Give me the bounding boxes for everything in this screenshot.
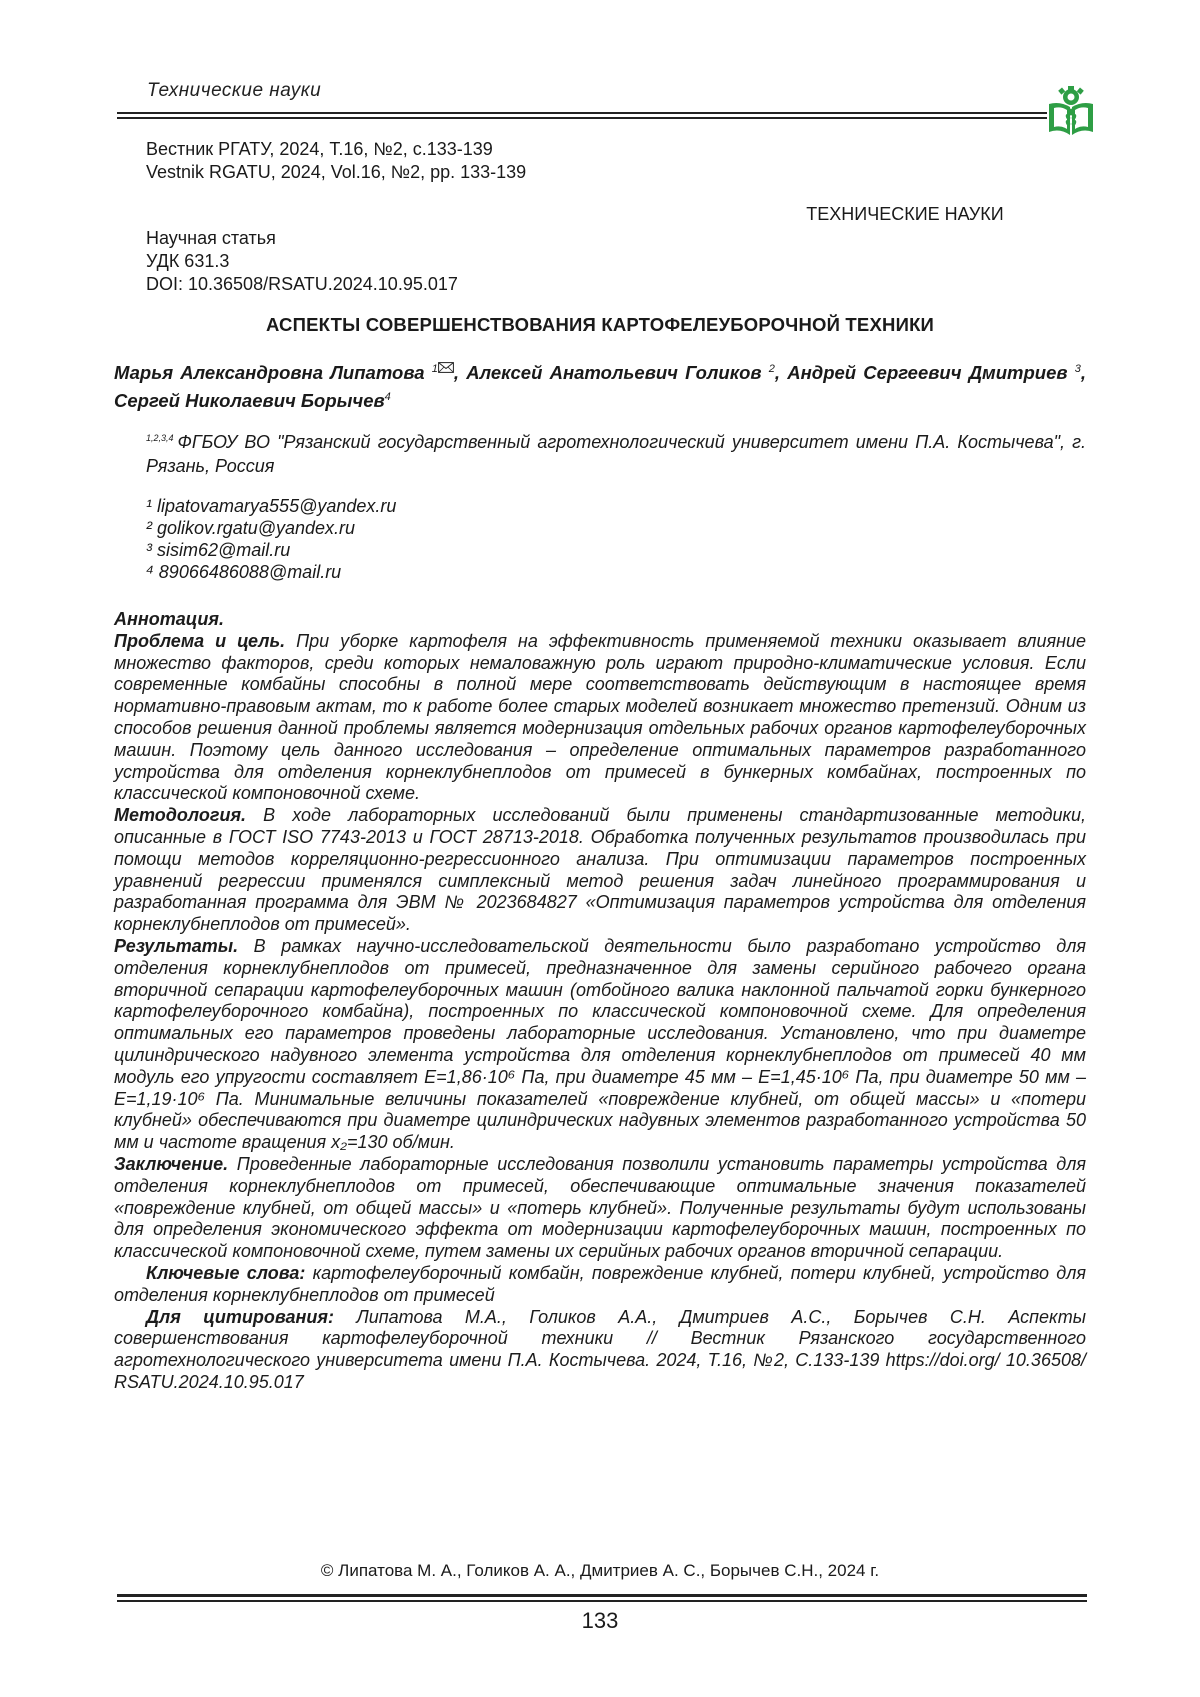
abstract-text: Проведенные лабораторные исследования позволили установить параметры устройства для отделения корнеклубнеплодов от примесей, обеспечивающие оптимальные значения показателей «повреждение клубней, от общей массы» и «потерь клубней». Полученные результаты будут использованы для определения экономического эффекта от модернизации картофелеуборочных машин, построенных по классической компоновочной схеме, путем замены их серийных рабочих органов вторичной сепарации. [114, 1153, 1086, 1262]
citation-en: Vestnik RGATU, 2024, Vol.16, №2, pp. 133-139 [146, 162, 527, 182]
header-rule-top [117, 112, 1047, 114]
affiliation-sup: 1,2,3,4 [146, 433, 174, 443]
email-list [146, 495, 396, 583]
header-rule-bottom [117, 117, 1047, 119]
keywords [114, 1263, 1086, 1307]
author-sup: 3 [1074, 363, 1081, 375]
author-sup: 4 [384, 391, 391, 404]
footer-rule-top [117, 1594, 1087, 1597]
affiliation [146, 426, 1086, 478]
envelope-icon [438, 362, 454, 373]
abstract-results [114, 936, 1086, 1154]
article-type: Научная статья [146, 228, 276, 248]
running-header-section: Технические науки [147, 80, 322, 101]
author-name: Марья Александровна Липатова [114, 362, 425, 384]
citation-ru: Вестник РГАТУ, 2024, Т.16, №2, с.133-139 [146, 139, 493, 159]
author-sup: 1 [431, 363, 438, 375]
abstract-problem [114, 631, 1086, 805]
keywords-label: Ключевые слова: [146, 1262, 306, 1283]
abstract-label: Заключение. [114, 1153, 229, 1174]
abstract-text: В ходе лабораторных исследований были применены стандартизованные методики, описанные в ГОСТ ISO 7743-2013 и ГОСТ 28713-2018. Обработка полученных результатов производилась при помощи методов корреляционно-регрессионного анализа. При оптимизации параметров построенных уравнений регрессии применялся симплексный метод решения задач линейного программирования и разработанная программа для ЭВМ № 2023684827 «Оптимизация параметров устройства для отделения корнеклубнеплодов от примесей». [114, 805, 1086, 935]
footer-rule-bottom [117, 1600, 1087, 1602]
how-to-cite [114, 1307, 1086, 1394]
abstract-label: Методология. [114, 805, 247, 826]
abstract-conclusion [114, 1154, 1086, 1263]
abstract-text: В рамках научно-исследовательской деятельности было разработано устройство для отделения корнеклубнеплодов от примесей, предназначенное для замены серийного рабочего органа вторичной сепарации картофелеуборочных машин (отбойного валика наклонной пальчатой горки бункерного картофелеуборочного комбайна), построенных по классической компоновочной схеме. Для определения оптимальных его параметров проведены лабораторные исследования. Установлено, что при диаметре цилиндрического надувного элемента устройства для отделения корнеклубнеплодов от примесей 40 мм модуль его упругости составляет Е=1,86·10⁶ Па, при диаметре 45 мм – Е=1,45·10⁶ Па, при диаметре 50 мм – Е=1,19·10⁶ Па. Минимальные величины показателей «повреждение клубней, от общей массы» и «потери клубней» обеспечиваются при диаметре цилиндрических надувных элементов разработанного устройства 50 мм и частоте вращения х₂=130 об/мин. [114, 935, 1086, 1153]
cite-text: Липатова М.А., Голиков А.А., Дмитриев А.С., Борычев С.Н. Аспекты совершенствования картофелеуборочной техники // Вестник Рязанского государственного агротехнологического университета имени П.А. Костычева. 2024, Т.16, №2, С.133-139 https://doi.org/ 10.36508/ RSATU.2024.10.95.017 [114, 1306, 1086, 1392]
doi-line: DOI: 10.36508/RSATU.2024.10.95.017 [146, 274, 458, 294]
email-link[interactable]: ³ sisim62@mail.ru [146, 540, 291, 560]
email-link[interactable]: ² golikov.rgatu@yandex.ru [146, 518, 356, 538]
author-sup: 2 [768, 363, 775, 375]
abstract-heading: Аннотация. [114, 609, 224, 629]
abstract-label: Проблема и цель. [114, 630, 286, 651]
author-name: Алексей Анатольевич Голиков [466, 362, 762, 384]
keywords-text: картофелеуборочный комбайн, повреждение клубней, потери клубней, устройство для отделения корнеклубнеплодов от примесей [114, 1262, 1087, 1305]
cite-label: Для цитирования: [146, 1306, 334, 1327]
journal-logo-icon [1046, 86, 1096, 138]
abstract-methodology [114, 805, 1086, 936]
section-heading: ТЕХНИЧЕСКИЕ НАУКИ [806, 204, 1004, 224]
page-number: 133 [581, 1608, 619, 1633]
abstract-text: При уборке картофеля на эффективность применяемой техники оказывает влияние множество факторов, среди которых немаловажную роль играют природно-климатические условия. Если современные комбайны способны в полной мере соответствовать действующим в настоящее время нормативно-правовым актам, то к работе более старых моделей возникает множество претензий. Одним из способов решения данной проблемы является модернизация отдельных рабочих органов картофелеуборочных машин. Поэтому цель данного исследования – определение оптимальных параметров разработанного устройства для отделения корнеклубнеплодов от примесей в бункерных комбайнах, построенных по классической компоновочной схеме. [114, 630, 1087, 804]
author-list: Марья Александровна Липатова $^1$ , Алексей Анатольевич Голиков $^2$, Андрей Сергеевич Дмитриев $^3$, Сергей Николаевич Борычев$^4$ [114, 362, 1087, 412]
author-name: Сергей Николаевич Борычев [114, 390, 385, 412]
email-link[interactable]: ¹ lipatovamarya555@yandex.ru [146, 496, 397, 516]
author-name: Андрей Сергеевич Дмитриев [787, 362, 1068, 384]
email-link[interactable]: ⁴ 89066486088@mail.ru [146, 562, 342, 582]
abstract-label: Результаты. [114, 935, 239, 956]
copyright-line: © Липатова М. А., Голиков А. А., Дмитриев А. С., Борычев С.Н., 2024 г. [320, 1561, 880, 1580]
article-title: АСПЕКТЫ СОВЕРШЕНСТВОВАНИЯ КАРТОФЕЛЕУБОРОЧНОЙ ТЕХНИКИ [265, 314, 935, 335]
abstract [114, 609, 1086, 1394]
affiliation-text: ФГБОУ ВО "Рязанский государственный агротехнологический университет имени П.А. Костычева", г. Рязань, Россия [146, 432, 1086, 476]
udc-code: УДК 631.3 [146, 251, 230, 271]
